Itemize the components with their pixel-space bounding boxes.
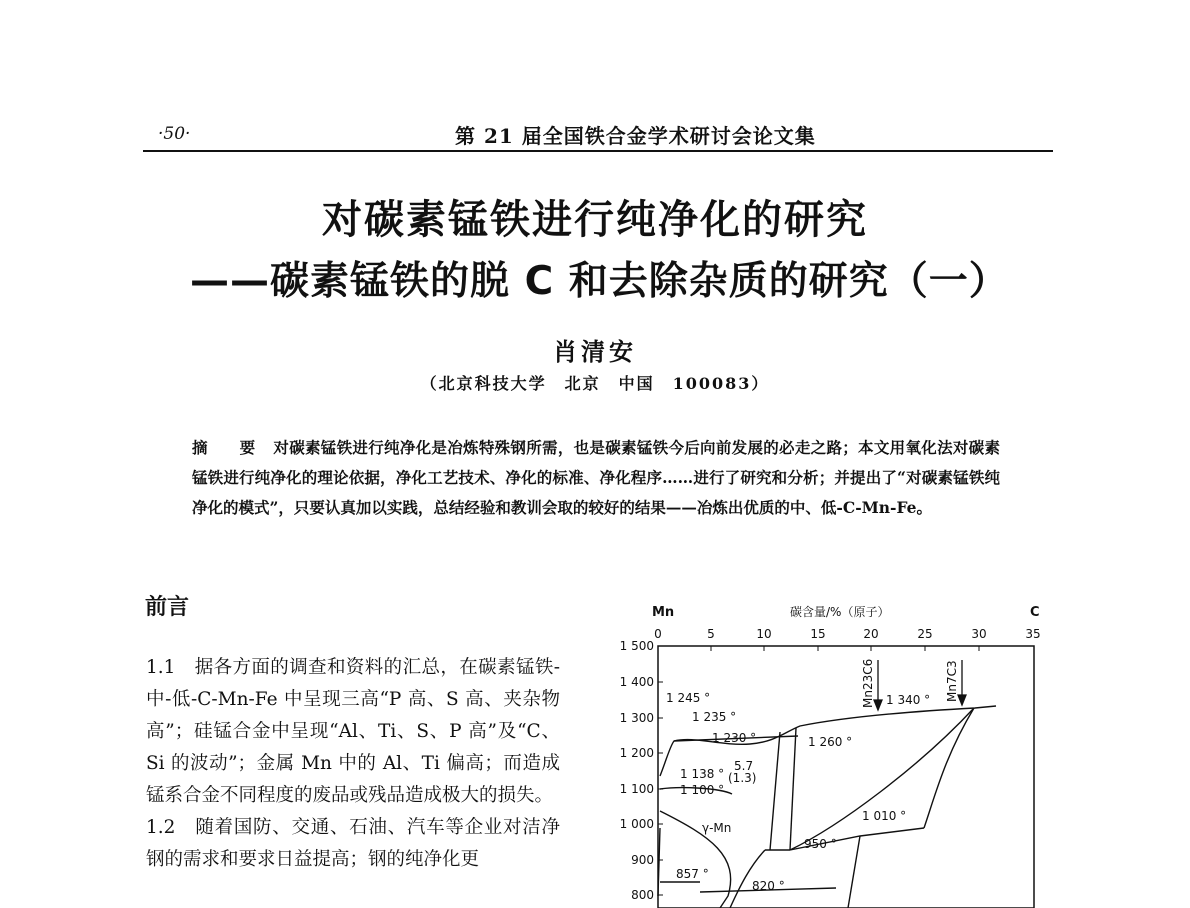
paper-subtitle: ——碳素锰铁的脱 C 和去除杂质的研究（一） xyxy=(190,259,1009,304)
running-title: 第 21 届全国铁合金学术研讨会论文集 xyxy=(455,124,816,148)
annotation: 1 245 ° xyxy=(666,691,711,705)
annotation: 820 ° xyxy=(752,879,785,893)
phase-label-mn23c6: Mn23C6 xyxy=(861,658,875,708)
x-tick-label: 10 xyxy=(756,627,772,641)
y-tick-label: 800 xyxy=(631,888,654,902)
header-rule xyxy=(143,150,1053,152)
y-tick-label: 900 xyxy=(631,853,654,867)
y-tick-label: 1 400 xyxy=(619,675,654,689)
annotation: 1 260 ° xyxy=(808,735,853,749)
author-affiliation: （北京科技大学 北京 中国 100083） xyxy=(420,374,770,393)
section-title: 前言 xyxy=(145,595,190,620)
paragraph: 1.2 随着国防、交通、石油、汽车等企业对洁净钢的需求和要求日益提高；钢的纯净化更 xyxy=(146,817,560,870)
annotation: 1 100 ° xyxy=(680,783,725,797)
x-tick-label: 15 xyxy=(810,627,826,641)
y-tick-labels xyxy=(620,639,654,902)
x-tick-labels xyxy=(654,627,1040,641)
annotation: 5.7 xyxy=(734,759,754,773)
paper-title: 对碳素锰铁进行纯净化的研究 xyxy=(322,197,868,243)
body-column xyxy=(146,652,560,876)
y-tick-label: 1 100 xyxy=(619,782,654,796)
page-number: ·50· xyxy=(158,124,191,144)
annotation: (1.3) xyxy=(728,771,757,785)
x-tick-label: 5 xyxy=(707,627,715,641)
abstract xyxy=(192,433,1000,523)
y-tick-label: 1 500 xyxy=(619,639,654,653)
x-tick-label: 35 xyxy=(1025,627,1041,641)
x-tick-label: 25 xyxy=(917,627,933,641)
corner-label-c: C xyxy=(1030,605,1040,620)
mn-c-phase-diagram xyxy=(600,596,1050,908)
y-tick-label: 1 000 xyxy=(619,817,654,831)
x-axis-title: 碳含量/%（原子） xyxy=(790,605,890,619)
y-tick-label: 1 200 xyxy=(619,746,654,760)
abstract-text: 对碳素锰铁进行纯净化是冶炼特殊钢所需，也是碳素锰铁今后向前发展的必走之路；本文用氧化法对碳素锰铁进行纯净化的理论依据，净化工艺技术、净化的标准、净化程序……进行了研究和分析；并提出了“对碳素锰铁纯净化的模式”，只要认真加以实践，总结经验和教训会取的较好的结果——冶炼出优质的中、低-C-Mn-Fe。 xyxy=(192,438,1000,517)
annotation: 1 010 ° xyxy=(862,809,907,823)
temperature-labels xyxy=(666,691,930,893)
annotation: 1 235 ° xyxy=(692,710,737,724)
x-tick-label: 30 xyxy=(971,627,987,641)
annotation: 857 ° xyxy=(676,867,709,881)
x-tick-label: 20 xyxy=(863,627,879,641)
y-tick-label: 1 300 xyxy=(619,711,654,725)
annotation: 950 ° xyxy=(804,837,837,851)
corner-label-mn: Mn xyxy=(652,605,675,620)
paragraph: 1.1 据各方面的调查和资料的汇总，在碳素锰铁-中-低-C-Mn-Fe 中呈现三高“P 高、S 高、夹杂物高”；硅锰合金中呈现“Al、Ti、S、P 高”及“C、Si 的波动”；金属 Mn 中的 Al、Ti 偏高；而造成锰系合金不同程度的废品或残品造成极大的损失。 xyxy=(146,657,560,806)
x-tick-label: 0 xyxy=(654,627,662,641)
annotation: 1 340 ° xyxy=(886,693,931,707)
annotation: 1 230 ° xyxy=(712,731,757,745)
annotation: 1 138 ° xyxy=(680,767,725,781)
author-name: 肖清安 xyxy=(553,337,637,366)
abstract-label: 摘 要 xyxy=(192,438,264,457)
annotation: γ-Mn xyxy=(702,821,732,835)
phase-label-mn7c3: Mn7C3 xyxy=(945,660,959,702)
